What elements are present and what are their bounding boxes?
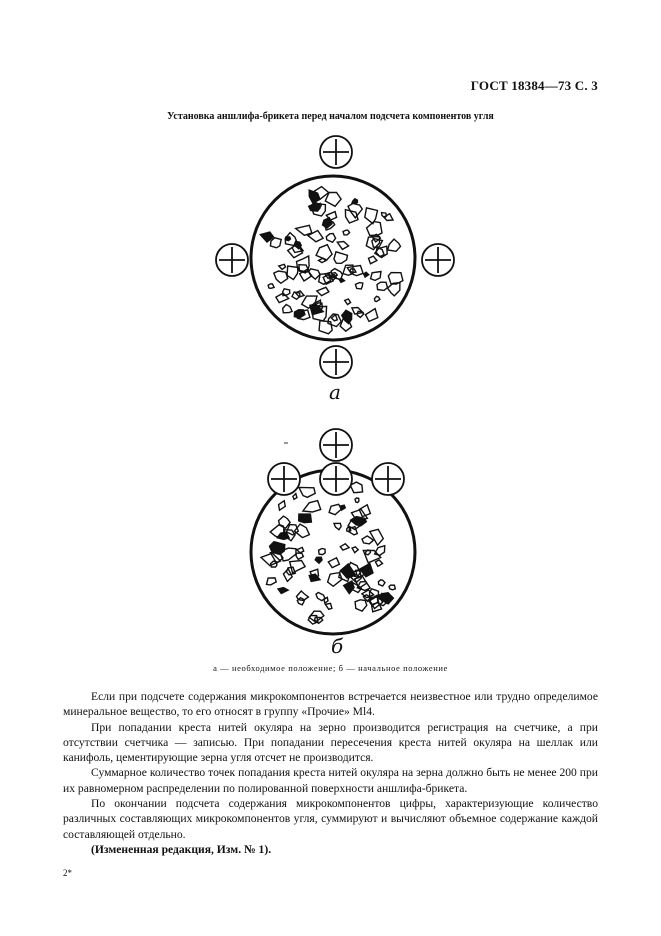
grain	[352, 308, 363, 315]
grain	[355, 600, 367, 611]
grain	[278, 588, 288, 594]
grain	[325, 603, 332, 609]
page-header: ГОСТ 18384—73 С. 3	[470, 78, 598, 93]
grain	[323, 218, 333, 228]
crosshair-left-b	[268, 463, 300, 495]
crosshair-right-b	[372, 463, 404, 495]
grain	[299, 488, 315, 498]
grain	[274, 271, 288, 283]
grain	[355, 283, 362, 289]
grain	[297, 598, 304, 605]
paragraph-4: По окончании подсчета содержания микрокомпонентов цифры, характеризующие количество различных составляющих микрокомпонентов угля, суммируют и вычисляют объемное содержание каждой составляющей отдельно.	[63, 797, 598, 841]
grain	[388, 239, 401, 251]
grain	[296, 553, 303, 559]
crosshair-right-a	[422, 244, 454, 276]
grain	[388, 273, 403, 284]
grain	[308, 231, 323, 242]
grains-a	[260, 187, 403, 334]
grain	[319, 549, 326, 555]
grain	[343, 230, 350, 235]
briquette-a	[251, 176, 415, 340]
grain	[334, 523, 341, 529]
grain	[317, 287, 329, 295]
grain	[374, 296, 380, 301]
grain	[324, 597, 328, 603]
grain	[340, 505, 345, 510]
grain	[384, 214, 393, 221]
grain	[366, 309, 378, 322]
grain	[309, 269, 320, 279]
grain	[319, 258, 326, 262]
grain	[375, 560, 382, 566]
grain	[369, 256, 377, 264]
grain	[378, 580, 385, 586]
paragraph-3: Суммарное количество точек попадания креста нитей окуляра на зерна должно быть не менее 200 при их равномерном распределении по полированной поверхности аншлифа-брикета.	[63, 766, 598, 795]
crosshair-top-a	[320, 136, 352, 168]
grain	[371, 272, 381, 281]
grain	[377, 282, 388, 290]
crosshair-top-b	[320, 429, 352, 461]
grain	[299, 514, 312, 523]
grain	[355, 498, 359, 503]
grain	[296, 225, 312, 235]
grain	[334, 252, 348, 263]
grain	[315, 557, 322, 563]
grain	[270, 238, 281, 248]
grain	[326, 234, 335, 243]
grain	[352, 547, 358, 553]
figure-caption: а — необходимое положение; б — начальное положение	[213, 663, 448, 673]
grain	[362, 536, 373, 544]
grain	[310, 304, 323, 314]
grain	[283, 569, 292, 582]
grain	[270, 542, 285, 555]
grain	[360, 564, 373, 577]
grain	[375, 546, 385, 556]
grain	[309, 190, 320, 203]
grain	[268, 284, 274, 289]
body-text	[63, 689, 598, 857]
crosshair-center-b	[320, 463, 352, 495]
grain	[389, 585, 395, 590]
grain	[293, 494, 297, 500]
figure-label-a: а	[329, 380, 341, 404]
grains-b	[261, 476, 395, 624]
grain	[325, 193, 341, 207]
grain	[370, 529, 384, 545]
grain	[352, 199, 357, 204]
grain	[367, 222, 382, 236]
grain	[267, 578, 277, 585]
grain	[297, 547, 304, 552]
grain	[337, 242, 348, 250]
grain	[316, 245, 332, 260]
paragraph-2: При попадании креста нитей окуляра на зерно производится регистрация на счетчике, а при отсутствии счетчика — записью. При попадании пересечения креста нитей окуляра на шеллак или канифоль, цементирующие зерна угля отсчет не производится.	[63, 720, 598, 765]
grain	[345, 299, 351, 305]
grain	[279, 501, 286, 511]
grain	[303, 501, 321, 512]
grain	[319, 321, 332, 334]
figure-label-b: б	[331, 634, 344, 658]
footer-mark: 2*	[63, 868, 72, 878]
grain	[328, 558, 339, 568]
grain	[294, 310, 305, 318]
grain	[342, 310, 352, 323]
figure-title: Установка аншлифа-брикета перед началом подсчета компонентов угля	[167, 111, 494, 122]
amendment-note: (Измененная редакция, Изм. № 1).	[91, 842, 272, 856]
crosshair-left-a	[216, 244, 248, 276]
grain	[364, 272, 369, 277]
grain	[287, 266, 298, 280]
grain	[283, 305, 292, 313]
paragraph-1: Если при подсчете содержания микрокомпонентов встречается неизвестное или трудно определимое минеральное вещество, то его относят в группу «Прочие» Ml4.	[63, 690, 598, 719]
grain	[340, 544, 349, 550]
crosshair-bottom-a	[320, 346, 352, 378]
grain	[279, 264, 286, 269]
